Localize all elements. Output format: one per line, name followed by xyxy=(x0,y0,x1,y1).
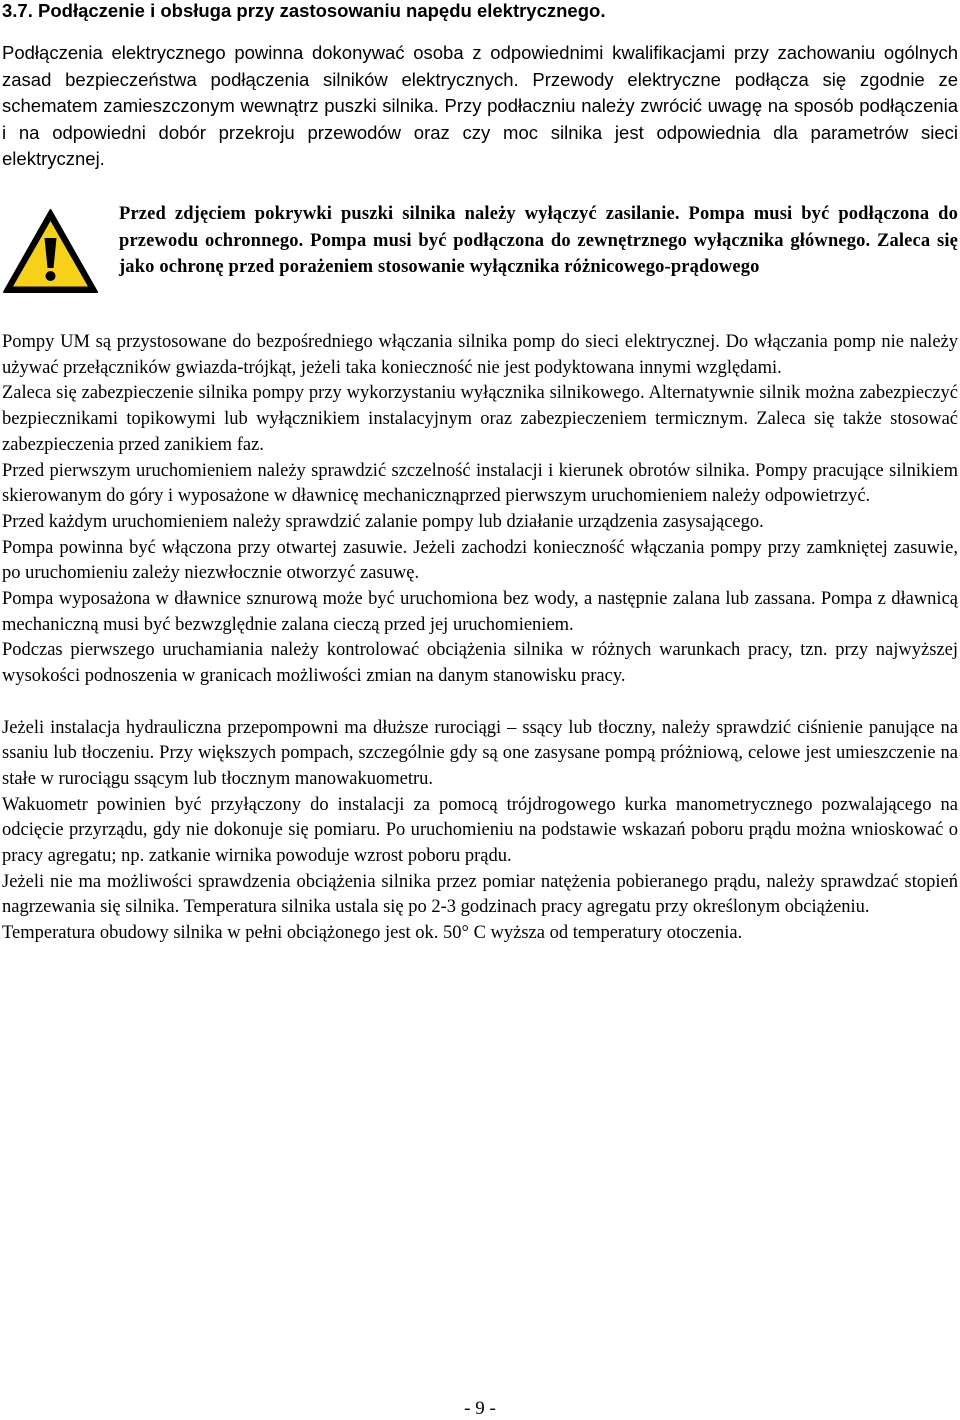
paragraph-gap xyxy=(2,690,958,716)
paragraph: Wakuometr powinien być przyłączony do instalacji za pomocą trójdrogowego kurka manometrycznego pozwalającego na odcięcie przyrządu, gdy nie dokonuje się pomiaru. Po uruchomieniu na podstawie wskazań poboru prądu można wnioskować o pracy agregatu; np. zatkanie wirnika powoduje wzrost poboru prądu. xyxy=(2,794,958,867)
paragraph: Pompa wyposażona w dławnice sznurową może być uruchomiona bez wody, a następnie zalana lub zassana. Pompa z dławnicą mechaniczną musi być bezwzględnie zalana cieczą przed jej uruchomieniem. xyxy=(2,589,958,635)
section-heading: 3.7. Podłączenie i obsługa przy zastosowaniu napędu elektrycznego. xyxy=(2,0,606,21)
paragraph: Pompy UM są przystosowane do bezpośredniego włączania silnika pomp do sieci elektrycznej. Do włączania pomp nie należy używać przełączników gwiazda-trójkąt, jeżeli taka konieczność nie jest podyktowana innymi względami. xyxy=(2,332,958,378)
paragraph: Zaleca się zabezpieczenie silnika pompy przy wykorzystaniu wyłącznika silnikowego. Alternatywnie silnik można zabezpieczyć bezpiecznikami topikowymi lub wyłącznikiem instalacyjnym oraz zabezpieczeniem termicznym. Zaleca się także stosować zabezpieczenia przed zanikiem faz. xyxy=(2,383,958,455)
paragraph: Przed pierwszym uruchomieniem należy sprawdzić szczelność instalacji i kierunek obrotów silnika. Pompy pracujące silnikiem skierowanym do góry i wyposażone w dławnicę mechanicznąprzed pierwszym uruchomieniem należy odpowietrzyć. xyxy=(2,460,958,507)
intro-paragraph: Podłączenia elektrycznego powinna dokonywać osoba z odpowiednimi kwalifikacjami przy zachowaniu ogólnych zasad bezpieczeństwa podłączenia silników elektrycznych. Przewody elektryczne podłącza się zgodnie ze schematem zamieszczonym wewnątrz puszki silnika. Przy podłaczniu należy zwrócić uwagę na sposób podłączenia i na odpowiedni dobór przekroju przewodów oraz czy moc silnika jest odpowiednia dla parametrów sieci elektrycznej. xyxy=(2,42,958,169)
paragraph: Przed każdym uruchomieniem należy sprawdzić zalanie pompy lub działanie urządzenia zasysającego. xyxy=(2,511,764,532)
paragraph: Jeżeli nie ma możliwości sprawdzenia obciążenia silnika przez pomiar natężenia pobieranego prądu, należy sprawdzać stopień nagrzewania się silnika. Temperatura silnika ustala się po 2-3 godzinach pracy agregatu przy określonym obciążeniu. xyxy=(2,871,958,918)
paragraph: Jeżeli instalacja hydrauliczna przepompowni ma dłuższe rurociągi – ssący lub tłoczny, należy sprawdzić ciśnienie panujące na ssaniu lub tłoczeniu. Przy większych pompach, szczególnie gdy są one zasysane pompą próżniową, celowe jest umieszczenie na stałe w rurociągu ssącym lub tłocznym manowakuometru. xyxy=(2,717,958,789)
main-content xyxy=(2,330,958,947)
paragraph: Temperatura obudowy silnika w pełni obciążonego jest ok. 50° C wyższa od temperatury otoczenia. xyxy=(2,923,743,944)
warning-text: Przed zdjęciem pokrywki puszki silnika należy wyłączyć zasilanie. Pompa musi być podłączona do przewodu ochronnego. Pompa musi być podłączona do zewnętrznego wyłącznika głównego. Zaleca się jako ochronę przed porażeniem stosowanie wyłącznika różnicowego-prądowego xyxy=(119,204,958,277)
paragraph: Podczas pierwszego uruchamiania należy kontrolować obciążenia silnika w różnych warunkach pracy, tzn. przy najwyższej wysokości podnoszenia w granicach możliwości zmian na danym stanowisku pracy. xyxy=(2,640,958,687)
warning-triangle-icon xyxy=(2,208,99,294)
paragraph: Pompa powinna być włączona przy otwartej zasuwie. Jeżeli zachodzi konieczność włączania pompy przy zamkniętej zasuwie, po uruchomieniu zależy niezwłocznie otworzyć zasuwę. xyxy=(2,537,958,584)
page-number: - 9 - xyxy=(464,1398,496,1419)
